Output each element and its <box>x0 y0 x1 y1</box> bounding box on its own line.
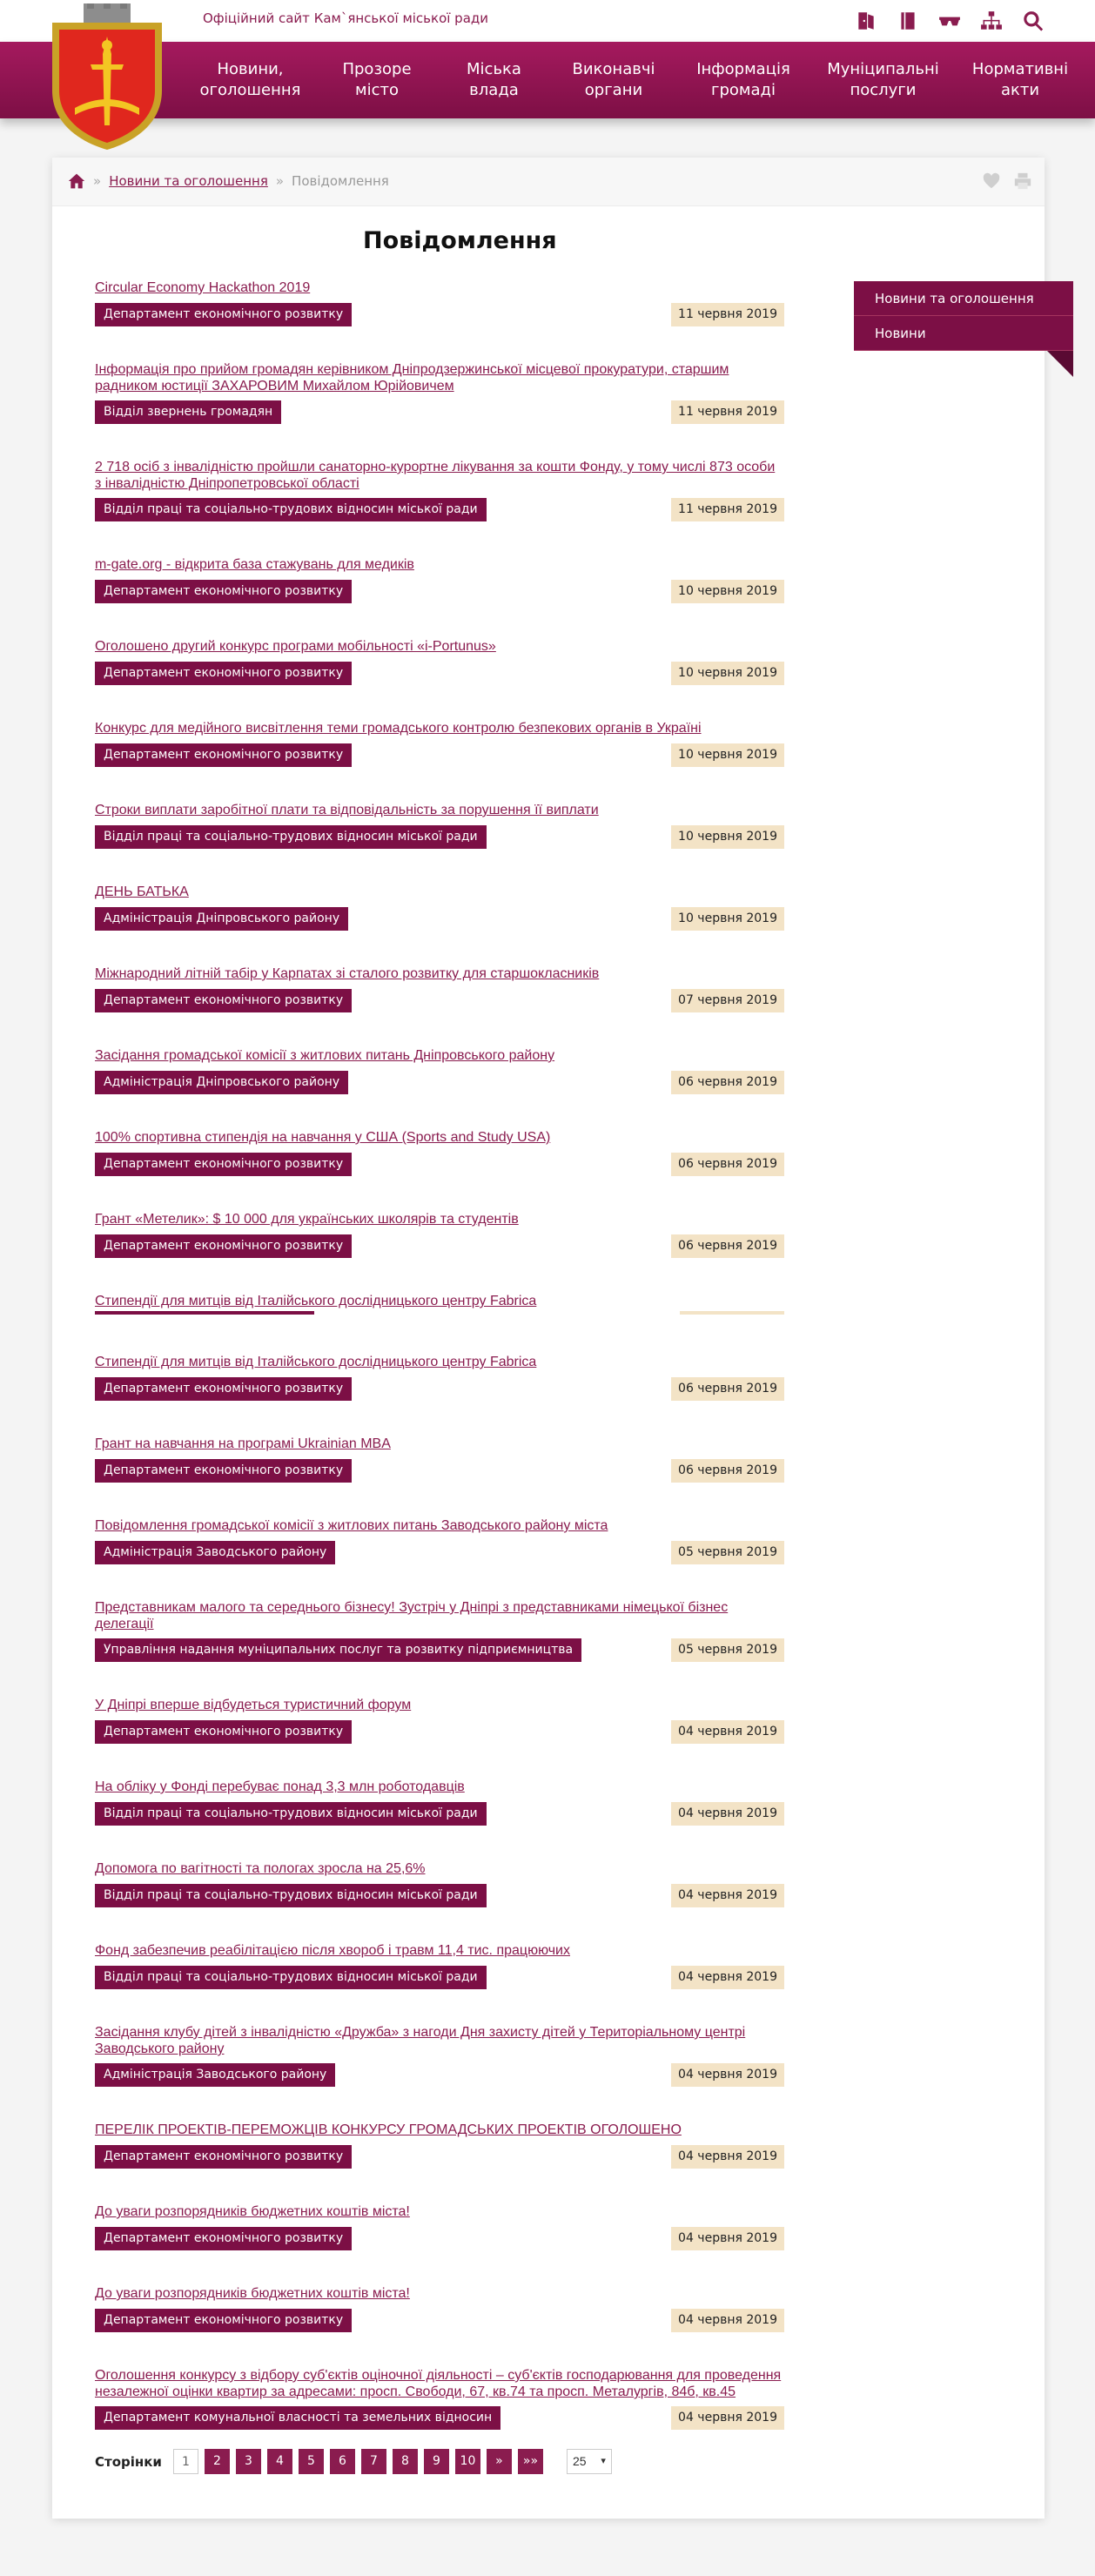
department-tag[interactable]: Відділ праці та соціально-трудових відносин міської ради <box>95 825 487 849</box>
list-item-render-glitch <box>95 1293 784 1354</box>
department-tag[interactable]: Департамент економічного розвитку <box>95 743 352 767</box>
list-item <box>95 720 784 802</box>
page-8[interactable]: 8 <box>393 2449 418 2474</box>
page-9[interactable]: 9 <box>424 2449 449 2474</box>
news-title-link[interactable]: Circular Economy Hackathon 2019 <box>95 280 311 295</box>
search-icon[interactable] <box>1020 8 1046 34</box>
date-badge: 05 червня 2019 <box>671 1638 784 1662</box>
nav-regulations[interactable]: Нормативні акти <box>971 60 1069 99</box>
site-title[interactable]: Офіційний сайт Кам`янської міської ради <box>203 10 489 26</box>
department-tag[interactable]: Адміністрація Заводського району <box>95 1541 335 1564</box>
department-tag[interactable]: Відділ праці та соціально-трудових відносин міської ради <box>95 1884 487 1907</box>
date-badge: 06 червня 2019 <box>671 1234 784 1258</box>
next-page-button[interactable]: » <box>487 2449 512 2474</box>
department-tag[interactable]: Адміністрація Дніпровського району <box>95 1071 348 1094</box>
list-item <box>95 556 784 638</box>
news-title-link[interactable]: У Дніпрі вперше відбудеться туристичний форум <box>95 1698 412 1712</box>
heart-icon[interactable] <box>982 172 1001 191</box>
department-tag[interactable]: Адміністрація Заводського району <box>95 2063 335 2087</box>
list-item <box>95 279 784 361</box>
breadcrumb-separator: » <box>93 173 102 189</box>
department-tag[interactable]: Департамент економічного розвитку <box>95 1459 352 1483</box>
department-tag[interactable]: Департамент економічного розвитку <box>95 580 352 603</box>
date-badge: 04 червня 2019 <box>671 1802 784 1826</box>
page-2[interactable]: 2 <box>205 2449 230 2474</box>
list-item <box>95 1047 784 1129</box>
department-tag[interactable]: Департамент комунальної власності та земельних відносин <box>95 2406 500 2430</box>
breadcrumb-separator: » <box>275 173 285 189</box>
date-badge: 04 червня 2019 <box>671 2145 784 2169</box>
date-badge: 04 червня 2019 <box>671 1966 784 1989</box>
page-1[interactable]: 1 <box>173 2449 198 2474</box>
list-item <box>95 459 784 556</box>
glitch-strip <box>680 1311 784 1315</box>
pagination-label: Сторінки <box>95 2453 162 2470</box>
news-title-link[interactable]: Грант «Метелик»: $ 10 000 для українських школярів та студентів <box>95 1212 519 1227</box>
date-badge: 04 червня 2019 <box>671 2227 784 2250</box>
list-item <box>95 884 784 965</box>
date-badge: 06 червня 2019 <box>671 1071 784 1094</box>
department-tag[interactable]: Департамент економічного розвитку <box>95 2227 352 2250</box>
breadcrumb <box>68 172 389 190</box>
list-item <box>95 802 784 884</box>
date-badge: 04 червня 2019 <box>671 1884 784 1907</box>
glitch-strip <box>95 1311 314 1315</box>
page-4[interactable]: 4 <box>267 2449 292 2474</box>
page-actions <box>982 172 1032 191</box>
print-icon[interactable] <box>1013 172 1032 191</box>
nav-community-info[interactable]: Інформація громаді <box>696 60 790 99</box>
list-item <box>95 1779 784 1860</box>
date-badge: 04 червня 2019 <box>671 2309 784 2332</box>
sitemap-icon[interactable] <box>978 8 1004 34</box>
news-title-link[interactable]: ДЕНЬ БАТЬКА <box>95 884 189 899</box>
news-title-link[interactable]: Допомога по вагітності та пологах зросла на 25,6% <box>95 1861 426 1876</box>
book-icon[interactable] <box>853 8 879 34</box>
nav-city-authority[interactable]: Міська влада <box>467 60 521 99</box>
news-title-link[interactable]: 2 718 осіб з інвалідністю пройшли санаторно-курортне лікування за кошти Фонду, у тому числі 873 особи з інвалідністю Дніпропетровської області <box>95 460 776 491</box>
date-badge: 10 червня 2019 <box>671 907 784 931</box>
department-tag[interactable]: Департамент економічного розвитку <box>95 2309 352 2332</box>
news-title-link[interactable]: Засідання громадської комісії з житлових питань Дніпровського району <box>95 1048 555 1063</box>
department-tag[interactable]: Адміністрація Дніпровського району <box>95 907 348 931</box>
date-badge: 04 червня 2019 <box>671 2063 784 2087</box>
department-tag[interactable]: Управління надання муніципальних послуг та розвитку підприємництва <box>95 1638 581 1662</box>
date-badge: 04 червня 2019 <box>671 2406 784 2430</box>
main-nav <box>183 42 1085 118</box>
glasses-icon[interactable] <box>937 8 963 34</box>
list-item <box>95 361 784 459</box>
breadcrumb-link-news[interactable]: Новини та оголошення <box>109 173 268 189</box>
list-item <box>95 1436 784 1517</box>
department-tag[interactable]: Департамент економічного розвитку <box>95 1377 352 1401</box>
news-list <box>95 279 784 2465</box>
sidebar-item-news[interactable]: Новини <box>854 316 1073 351</box>
news-title-link[interactable]: 100% спортивна стипендія на навчання у США (Sports and Study USA) <box>95 1130 551 1145</box>
nav-transparent-city[interactable]: Прозоре місто <box>342 60 412 99</box>
page-title: Повідомлення <box>363 227 557 254</box>
date-badge: 10 червня 2019 <box>671 825 784 849</box>
list-item <box>95 1129 784 1211</box>
page-5[interactable]: 5 <box>299 2449 324 2474</box>
nav-municipal-services[interactable]: Муніципальні послуги <box>827 60 939 99</box>
date-badge: 11 червня 2019 <box>671 303 784 326</box>
news-title-link[interactable]: На обліку у Фонді перебуває понад 3,3 млн роботодавців <box>95 1779 465 1794</box>
news-title-link[interactable]: Інформація про прийом громадян керівником Дніпродзержинської місцевої прокуратури, старшим радником юстиції ЗАХАРОВИМ Михайлом Юрійовичем <box>95 362 729 393</box>
header-tools <box>853 8 1046 34</box>
city-crest-logo[interactable] <box>49 3 165 151</box>
news-title-link[interactable]: Засідання клубу дітей з інвалідністю «Дружба» з нагоди Дня захисту дітей у Територіальному центрі Заводського району <box>95 2025 746 2056</box>
department-tag[interactable]: Відділ звернень громадян <box>95 400 281 424</box>
news-title-link[interactable]: m-gate.org - відкрита база стажувань для медиків <box>95 557 414 572</box>
news-title-link[interactable]: Стипендії для митців від Італійського дослідницького центру Fabrica <box>95 1294 537 1308</box>
date-badge: 07 червня 2019 <box>671 989 784 1012</box>
department-tag[interactable]: Відділ праці та соціально-трудових відносин міської ради <box>95 1966 487 1989</box>
last-page-button[interactable]: »» <box>518 2449 543 2474</box>
list-item <box>95 2122 784 2203</box>
news-title-link[interactable]: Повідомлення громадської комісії з житлових питань Заводського району міста <box>95 1518 608 1533</box>
date-badge: 04 червня 2019 <box>671 1720 784 1744</box>
per-page-select[interactable]: 25 ▾ <box>567 2449 612 2474</box>
breadcrumb-current: Повідомлення <box>292 173 389 189</box>
nav-news[interactable]: Новини, оголошення <box>199 60 301 99</box>
home-icon[interactable] <box>68 172 85 190</box>
list-item <box>95 1599 784 1697</box>
list-item <box>95 2285 784 2367</box>
list-item <box>95 1860 784 1942</box>
list-item <box>95 1697 784 1779</box>
news-title-link[interactable]: Оголошення конкурсу з відбору суб'єктів оціночної діяльності – суб'єктів господарювання для проведення незалежної оцінки квартир за адресами: просп. Свободи, 67, кв.74 та просп. Металургів, 84б, кв.45 <box>95 2368 782 2399</box>
news-title-link[interactable]: Грант на навчання на програмі Ukrainian MBA <box>95 1436 391 1451</box>
department-tag[interactable]: Департамент економічного розвитку <box>95 303 352 326</box>
date-badge: 05 червня 2019 <box>671 1541 784 1564</box>
list-item <box>95 965 784 1047</box>
sidebar-item-news-announcements[interactable]: Новини та оголошення <box>854 281 1073 316</box>
nav-executive-bodies[interactable]: Виконавчі органи <box>572 60 655 99</box>
pagination <box>95 2449 612 2474</box>
list-item <box>95 2024 784 2122</box>
news-title-link[interactable]: До уваги розпорядників бюджетних коштів міста! <box>95 2204 410 2219</box>
news-icon[interactable] <box>895 8 921 34</box>
list-item <box>95 1354 784 1436</box>
news-title-link[interactable]: Стипендії для митців від Італійського дослідницького центру Fabrica <box>95 1355 537 1369</box>
date-badge: 10 червня 2019 <box>671 580 784 603</box>
news-title-link[interactable]: Міжнародний літній табір у Карпатах зі сталого розвитку для старшокласників <box>95 966 600 981</box>
date-badge: 11 червня 2019 <box>671 498 784 521</box>
page-7[interactable]: 7 <box>361 2449 386 2474</box>
department-tag[interactable]: Департамент економічного розвитку <box>95 1234 352 1258</box>
date-badge: 10 червня 2019 <box>671 662 784 685</box>
date-badge: 06 червня 2019 <box>671 1377 784 1401</box>
page-3[interactable]: 3 <box>236 2449 261 2474</box>
list-item <box>95 1942 784 2024</box>
department-tag[interactable]: Департамент економічного розвитку <box>95 2145 352 2169</box>
department-tag[interactable]: Департамент економічного розвитку <box>95 1720 352 1744</box>
news-title-link[interactable]: Оголошено другий конкурс програми мобільності «i-Portunus» <box>95 639 496 654</box>
department-tag[interactable]: Відділ праці та соціально-трудових відносин міської ради <box>95 498 487 521</box>
department-tag[interactable]: Департамент економічного розвитку <box>95 1153 352 1176</box>
news-title-link[interactable]: До уваги розпорядників бюджетних коштів міста! <box>95 2286 410 2301</box>
news-title-link[interactable]: Конкурс для медійного висвітлення теми громадського контролю безпекових органів в Україні <box>95 721 702 736</box>
page-10[interactable]: 10 <box>455 2449 480 2474</box>
breadcrumb-bar <box>52 158 1045 206</box>
list-item <box>95 2203 784 2285</box>
news-title-link[interactable]: Фонд забезпечив реабілітацією після хвороб і травм 11,4 тис. працюючих <box>95 1943 570 1958</box>
content-card <box>52 158 1045 2519</box>
sidebar-menu <box>854 281 1073 377</box>
date-badge: 10 червня 2019 <box>671 743 784 767</box>
list-item <box>95 638 784 720</box>
date-badge: 06 червня 2019 <box>671 1153 784 1176</box>
news-title-link[interactable]: Представникам малого та середнього бізнесу! Зустріч у Дніпрі з представниками німецької бізнес делегації <box>95 1600 729 1631</box>
news-title-link[interactable]: ПЕРЕЛІК ПРОЕКТІВ-ПЕРЕМОЖЦІВ КОНКУРСУ ГРОМАДСЬКИХ ПРОЕКТІВ ОГОЛОШЕНО <box>95 2122 682 2137</box>
list-item <box>95 1517 784 1599</box>
department-tag[interactable]: Департамент економічного розвитку <box>95 989 352 1012</box>
sidebar-fold-decoration <box>1047 351 1073 377</box>
date-badge: 11 червня 2019 <box>671 400 784 424</box>
department-tag[interactable]: Відділ праці та соціально-трудових відносин міської ради <box>95 1802 487 1826</box>
page-6[interactable]: 6 <box>330 2449 355 2474</box>
date-badge: 06 червня 2019 <box>671 1459 784 1483</box>
list-item <box>95 1211 784 1293</box>
news-title-link[interactable]: Строки виплати заробітної плати та відповідальність за порушення її виплати <box>95 803 599 817</box>
department-tag[interactable]: Департамент економічного розвитку <box>95 662 352 685</box>
